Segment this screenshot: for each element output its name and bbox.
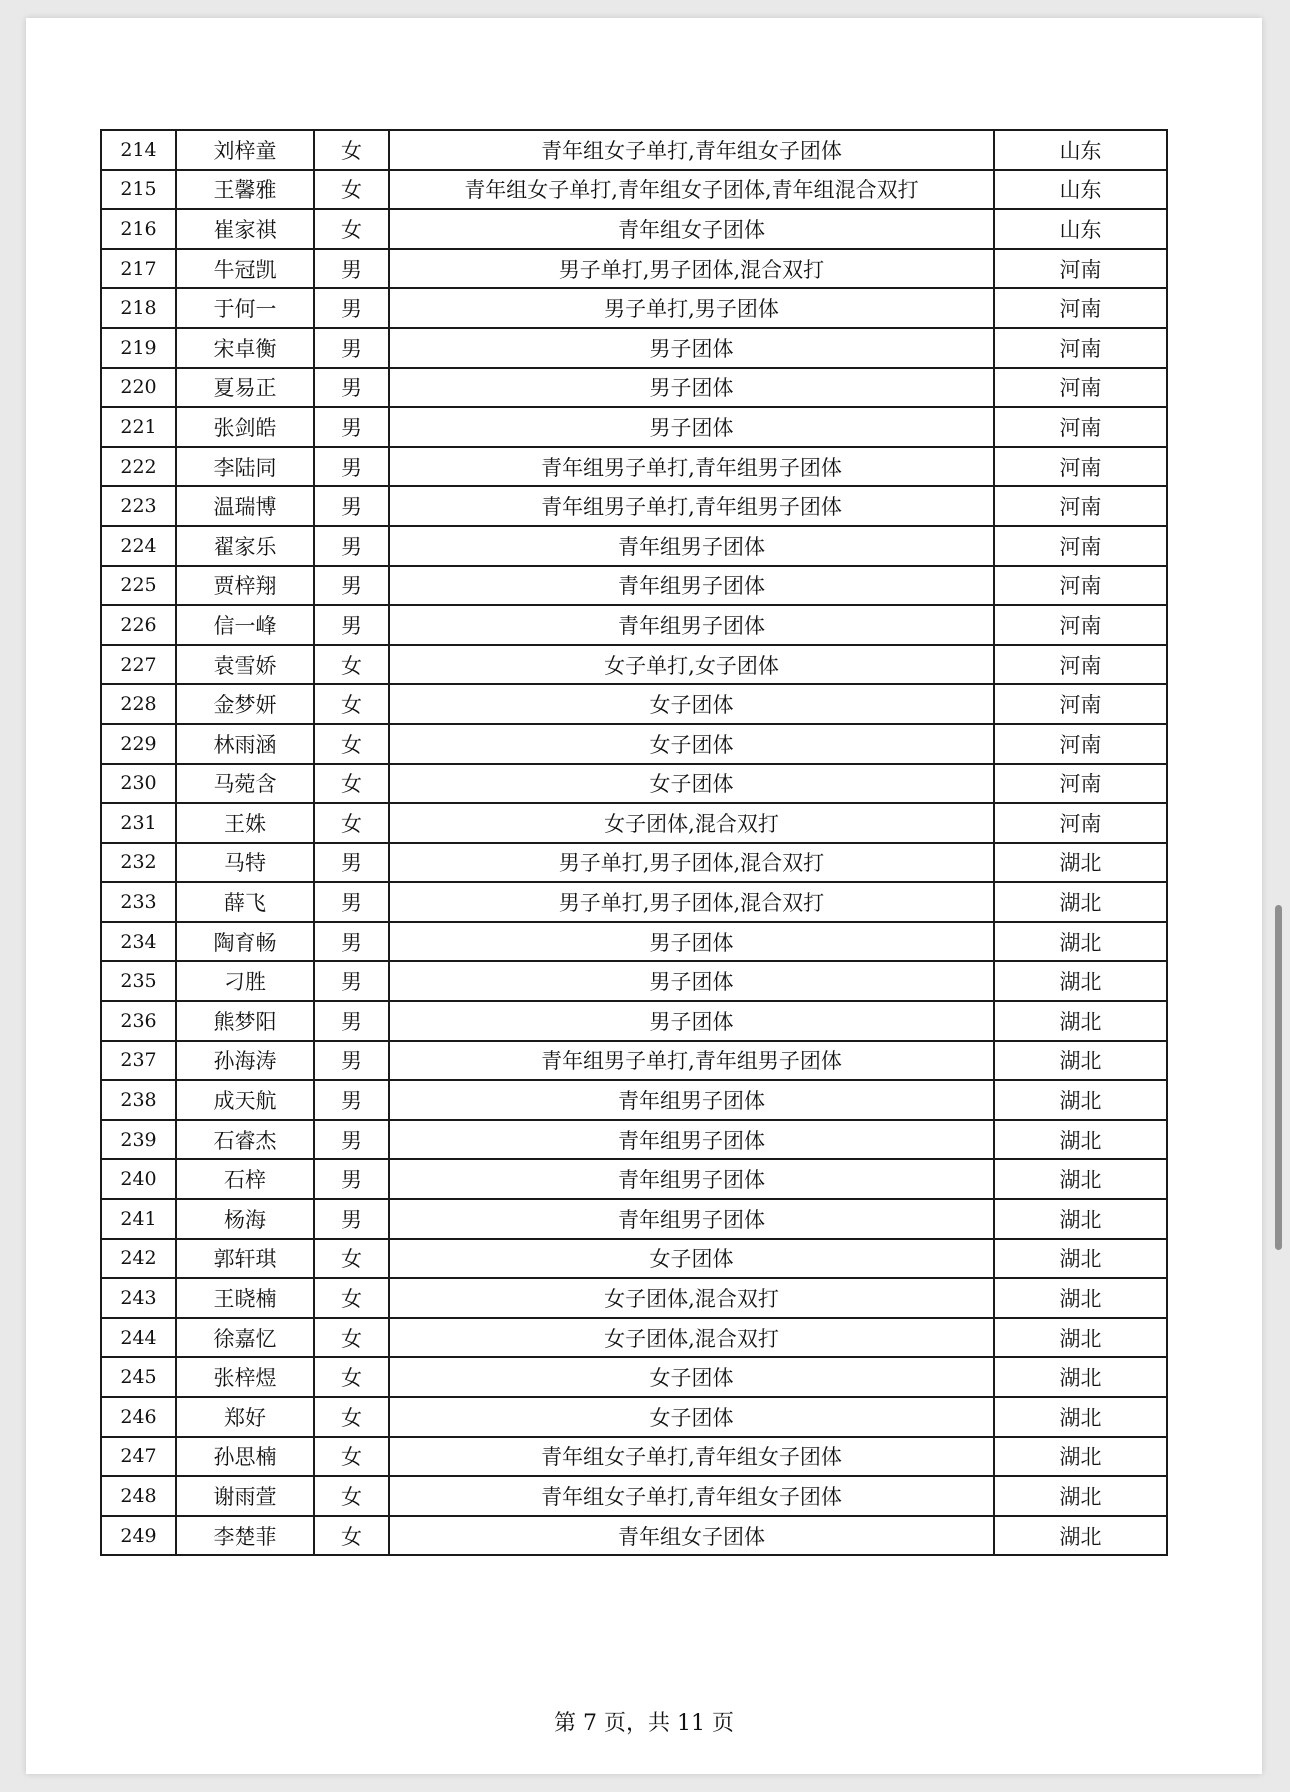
- athlete-events-cell: 男子团体: [389, 922, 994, 962]
- athlete-name-cell: 李楚菲: [176, 1516, 314, 1556]
- athlete-events-cell: 青年组男子团体: [389, 1199, 994, 1239]
- athlete-province-cell: 湖北: [994, 922, 1167, 962]
- athlete-name-cell: 孙思楠: [176, 1437, 314, 1477]
- athlete-events-cell: 青年组女子单打,青年组女子团体,青年组混合双打: [389, 170, 994, 210]
- athlete-name-cell: 张梓煜: [176, 1357, 314, 1397]
- athlete-events-cell: 青年组男子团体: [389, 1159, 994, 1199]
- athlete-events-cell: 女子团体: [389, 764, 994, 804]
- table-row: [101, 843, 1167, 883]
- table-row: [101, 486, 1167, 526]
- table-row: [101, 1516, 1167, 1556]
- athlete-name-cell: 贾梓翔: [176, 566, 314, 606]
- athlete-province-cell: 河南: [994, 526, 1167, 566]
- athlete-gender-cell: 女: [314, 1516, 389, 1556]
- athlete-province-cell: 河南: [994, 249, 1167, 289]
- table-row: [101, 922, 1167, 962]
- athlete-province-cell: 湖北: [994, 1120, 1167, 1160]
- table-row: [101, 961, 1167, 1001]
- athlete-province-cell: 湖北: [994, 1041, 1167, 1081]
- athlete-gender-cell: 男: [314, 249, 389, 289]
- athlete-name-cell: 翟家乐: [176, 526, 314, 566]
- athlete-province-cell: 湖北: [994, 1318, 1167, 1358]
- athlete-province-cell: 山东: [994, 209, 1167, 249]
- athlete-province-cell: 河南: [994, 407, 1167, 447]
- table-row: [101, 1041, 1167, 1081]
- athlete-province-cell: 湖北: [994, 961, 1167, 1001]
- row-number-cell: 241: [101, 1199, 176, 1239]
- athlete-gender-cell: 女: [314, 1239, 389, 1279]
- table-row: [101, 882, 1167, 922]
- roster-table: [100, 129, 1168, 1556]
- table-row: [101, 645, 1167, 685]
- row-number-cell: 243: [101, 1278, 176, 1318]
- row-number-cell: 247: [101, 1437, 176, 1477]
- athlete-province-cell: 湖北: [994, 1199, 1167, 1239]
- row-number-cell: 219: [101, 328, 176, 368]
- athlete-gender-cell: 男: [314, 1199, 389, 1239]
- athlete-province-cell: 山东: [994, 170, 1167, 210]
- athlete-events-cell: 男子团体: [389, 1001, 994, 1041]
- athlete-province-cell: 河南: [994, 684, 1167, 724]
- athlete-events-cell: 女子单打,女子团体: [389, 645, 994, 685]
- table-row: [101, 1080, 1167, 1120]
- athlete-gender-cell: 男: [314, 922, 389, 962]
- table-row: [101, 605, 1167, 645]
- athlete-name-cell: 温瑞博: [176, 486, 314, 526]
- athlete-province-cell: 河南: [994, 328, 1167, 368]
- athlete-name-cell: 马特: [176, 843, 314, 883]
- athlete-name-cell: 王馨雅: [176, 170, 314, 210]
- athlete-events-cell: 男子团体: [389, 368, 994, 408]
- row-number-cell: 216: [101, 209, 176, 249]
- table-row: [101, 407, 1167, 447]
- athlete-gender-cell: 男: [314, 961, 389, 1001]
- athlete-name-cell: 夏易正: [176, 368, 314, 408]
- table-row: [101, 803, 1167, 843]
- athlete-gender-cell: 女: [314, 645, 389, 685]
- table-row: [101, 249, 1167, 289]
- athlete-events-cell: 男子团体: [389, 407, 994, 447]
- row-number-cell: 224: [101, 526, 176, 566]
- athlete-name-cell: 李陆同: [176, 447, 314, 487]
- athlete-events-cell: 青年组女子单打,青年组女子团体: [389, 130, 994, 170]
- athlete-name-cell: 宋卓衡: [176, 328, 314, 368]
- table-row: [101, 724, 1167, 764]
- table-row: [101, 1120, 1167, 1160]
- athlete-events-cell: 青年组男子团体: [389, 566, 994, 606]
- row-number-cell: 225: [101, 566, 176, 606]
- athlete-province-cell: 湖北: [994, 1239, 1167, 1279]
- athlete-events-cell: 青年组男子团体: [389, 526, 994, 566]
- row-number-cell: 238: [101, 1080, 176, 1120]
- athlete-gender-cell: 女: [314, 170, 389, 210]
- table-row: [101, 1476, 1167, 1516]
- athlete-name-cell: 谢雨萱: [176, 1476, 314, 1516]
- athlete-province-cell: 湖北: [994, 1278, 1167, 1318]
- row-number-cell: 248: [101, 1476, 176, 1516]
- page-number-footer: 第 7 页，共 11 页: [554, 1711, 734, 1736]
- table-row: [101, 764, 1167, 804]
- athlete-province-cell: 湖北: [994, 1001, 1167, 1041]
- table-row: [101, 566, 1167, 606]
- row-number-cell: 233: [101, 882, 176, 922]
- athlete-province-cell: 河南: [994, 566, 1167, 606]
- table-row: [101, 1357, 1167, 1397]
- table-row: [101, 526, 1167, 566]
- athlete-events-cell: 青年组男子单打,青年组男子团体: [389, 447, 994, 487]
- athlete-province-cell: 湖北: [994, 1516, 1167, 1556]
- table-row: [101, 1001, 1167, 1041]
- athlete-events-cell: 女子团体: [389, 1357, 994, 1397]
- athlete-name-cell: 王姝: [176, 803, 314, 843]
- athlete-name-cell: 陶育畅: [176, 922, 314, 962]
- athlete-gender-cell: 男: [314, 1041, 389, 1081]
- row-number-cell: 220: [101, 368, 176, 408]
- document-page: [26, 18, 1262, 1774]
- athlete-gender-cell: 男: [314, 447, 389, 487]
- roster-table-body: [101, 130, 1167, 1555]
- row-number-cell: 235: [101, 961, 176, 1001]
- athlete-province-cell: 湖北: [994, 882, 1167, 922]
- table-row: [101, 1318, 1167, 1358]
- athlete-province-cell: 河南: [994, 803, 1167, 843]
- athlete-events-cell: 女子团体,混合双打: [389, 1318, 994, 1358]
- athlete-gender-cell: 男: [314, 368, 389, 408]
- athlete-name-cell: 成天航: [176, 1080, 314, 1120]
- athlete-events-cell: 青年组女子团体: [389, 1516, 994, 1556]
- athlete-name-cell: 薛飞: [176, 882, 314, 922]
- athlete-province-cell: 河南: [994, 368, 1167, 408]
- athlete-province-cell: 河南: [994, 645, 1167, 685]
- athlete-gender-cell: 男: [314, 605, 389, 645]
- table-row: [101, 170, 1167, 210]
- athlete-name-cell: 牛冠凯: [176, 249, 314, 289]
- athlete-gender-cell: 男: [314, 1159, 389, 1199]
- athlete-name-cell: 刘梓童: [176, 130, 314, 170]
- athlete-gender-cell: 男: [314, 1120, 389, 1160]
- row-number-cell: 230: [101, 764, 176, 804]
- row-number-cell: 214: [101, 130, 176, 170]
- athlete-events-cell: 男子单打,男子团体,混合双打: [389, 249, 994, 289]
- athlete-name-cell: 袁雪娇: [176, 645, 314, 685]
- row-number-cell: 227: [101, 645, 176, 685]
- row-number-cell: 240: [101, 1159, 176, 1199]
- athlete-gender-cell: 男: [314, 328, 389, 368]
- athlete-gender-cell: 女: [314, 724, 389, 764]
- athlete-province-cell: 湖北: [994, 843, 1167, 883]
- table-row: [101, 1278, 1167, 1318]
- row-number-cell: 232: [101, 843, 176, 883]
- athlete-events-cell: 女子团体,混合双打: [389, 803, 994, 843]
- row-number-cell: 226: [101, 605, 176, 645]
- vertical-scrollbar[interactable]: [1275, 905, 1282, 1250]
- athlete-gender-cell: 男: [314, 526, 389, 566]
- athlete-province-cell: 河南: [994, 605, 1167, 645]
- athlete-gender-cell: 女: [314, 1318, 389, 1358]
- athlete-name-cell: 张剑皓: [176, 407, 314, 447]
- row-number-cell: 249: [101, 1516, 176, 1556]
- table-row: [101, 1239, 1167, 1279]
- row-number-cell: 229: [101, 724, 176, 764]
- athlete-province-cell: 湖北: [994, 1476, 1167, 1516]
- athlete-name-cell: 孙海涛: [176, 1041, 314, 1081]
- athlete-gender-cell: 女: [314, 764, 389, 804]
- athlete-name-cell: 马菀含: [176, 764, 314, 804]
- table-row: [101, 1159, 1167, 1199]
- athlete-gender-cell: 男: [314, 407, 389, 447]
- table-row: [101, 328, 1167, 368]
- athlete-gender-cell: 女: [314, 1357, 389, 1397]
- table-row: [101, 288, 1167, 328]
- table-row: [101, 1397, 1167, 1437]
- athlete-events-cell: 女子团体: [389, 1239, 994, 1279]
- athlete-gender-cell: 男: [314, 882, 389, 922]
- athlete-gender-cell: 男: [314, 486, 389, 526]
- row-number-cell: 242: [101, 1239, 176, 1279]
- athlete-gender-cell: 女: [314, 1476, 389, 1516]
- athlete-name-cell: 王晓楠: [176, 1278, 314, 1318]
- row-number-cell: 236: [101, 1001, 176, 1041]
- athlete-events-cell: 女子团体: [389, 724, 994, 764]
- row-number-cell: 234: [101, 922, 176, 962]
- table-row: [101, 684, 1167, 724]
- athlete-province-cell: 湖北: [994, 1437, 1167, 1477]
- athlete-gender-cell: 女: [314, 1437, 389, 1477]
- athlete-gender-cell: 女: [314, 684, 389, 724]
- athlete-province-cell: 山东: [994, 130, 1167, 170]
- row-number-cell: 215: [101, 170, 176, 210]
- athlete-gender-cell: 女: [314, 209, 389, 249]
- athlete-name-cell: 于何一: [176, 288, 314, 328]
- table-row: [101, 130, 1167, 170]
- athlete-name-cell: 金梦妍: [176, 684, 314, 724]
- athlete-events-cell: 男子单打,男子团体: [389, 288, 994, 328]
- athlete-name-cell: 石梓: [176, 1159, 314, 1199]
- row-number-cell: 221: [101, 407, 176, 447]
- athlete-province-cell: 湖北: [994, 1080, 1167, 1120]
- athlete-events-cell: 男子单打,男子团体,混合双打: [389, 882, 994, 922]
- athlete-province-cell: 河南: [994, 486, 1167, 526]
- row-number-cell: 246: [101, 1397, 176, 1437]
- athlete-events-cell: 女子团体: [389, 684, 994, 724]
- athlete-name-cell: 崔家祺: [176, 209, 314, 249]
- athlete-name-cell: 郭轩琪: [176, 1239, 314, 1279]
- athlete-province-cell: 河南: [994, 724, 1167, 764]
- table-row: [101, 368, 1167, 408]
- athlete-province-cell: 湖北: [994, 1357, 1167, 1397]
- athlete-events-cell: 青年组男子团体: [389, 1120, 994, 1160]
- athlete-name-cell: 郑好: [176, 1397, 314, 1437]
- athlete-province-cell: 河南: [994, 288, 1167, 328]
- athlete-province-cell: 湖北: [994, 1159, 1167, 1199]
- athlete-gender-cell: 女: [314, 1278, 389, 1318]
- row-number-cell: 245: [101, 1357, 176, 1397]
- athlete-events-cell: 青年组女子单打,青年组女子团体: [389, 1437, 994, 1477]
- table-row: [101, 1437, 1167, 1477]
- row-number-cell: 217: [101, 249, 176, 289]
- athlete-name-cell: 石睿杰: [176, 1120, 314, 1160]
- athlete-name-cell: 刁胜: [176, 961, 314, 1001]
- athlete-gender-cell: 女: [314, 1397, 389, 1437]
- athlete-name-cell: 徐嘉忆: [176, 1318, 314, 1358]
- athlete-events-cell: 青年组男子团体: [389, 605, 994, 645]
- table-row: [101, 1199, 1167, 1239]
- athlete-gender-cell: 女: [314, 803, 389, 843]
- athlete-events-cell: 女子团体,混合双打: [389, 1278, 994, 1318]
- athlete-province-cell: 河南: [994, 447, 1167, 487]
- table-row: [101, 447, 1167, 487]
- athlete-events-cell: 青年组女子团体: [389, 209, 994, 249]
- row-number-cell: 223: [101, 486, 176, 526]
- athlete-name-cell: 熊梦阳: [176, 1001, 314, 1041]
- row-number-cell: 237: [101, 1041, 176, 1081]
- table-row: [101, 209, 1167, 249]
- row-number-cell: 231: [101, 803, 176, 843]
- row-number-cell: 228: [101, 684, 176, 724]
- row-number-cell: 218: [101, 288, 176, 328]
- athlete-events-cell: 女子团体: [389, 1397, 994, 1437]
- athlete-gender-cell: 男: [314, 1080, 389, 1120]
- athlete-gender-cell: 男: [314, 288, 389, 328]
- athlete-gender-cell: 男: [314, 843, 389, 883]
- athlete-name-cell: 杨海: [176, 1199, 314, 1239]
- athlete-events-cell: 男子团体: [389, 328, 994, 368]
- athlete-name-cell: 信一峰: [176, 605, 314, 645]
- athlete-gender-cell: 男: [314, 1001, 389, 1041]
- athlete-events-cell: 青年组女子单打,青年组女子团体: [389, 1476, 994, 1516]
- athlete-province-cell: 河南: [994, 764, 1167, 804]
- row-number-cell: 239: [101, 1120, 176, 1160]
- athlete-events-cell: 男子单打,男子团体,混合双打: [389, 843, 994, 883]
- row-number-cell: 222: [101, 447, 176, 487]
- athlete-name-cell: 林雨涵: [176, 724, 314, 764]
- athlete-events-cell: 男子团体: [389, 961, 994, 1001]
- athlete-events-cell: 青年组男子单打,青年组男子团体: [389, 1041, 994, 1081]
- athlete-events-cell: 青年组男子单打,青年组男子团体: [389, 486, 994, 526]
- athlete-events-cell: 青年组男子团体: [389, 1080, 994, 1120]
- athlete-gender-cell: 女: [314, 130, 389, 170]
- athlete-province-cell: 湖北: [994, 1397, 1167, 1437]
- athlete-gender-cell: 男: [314, 566, 389, 606]
- row-number-cell: 244: [101, 1318, 176, 1358]
